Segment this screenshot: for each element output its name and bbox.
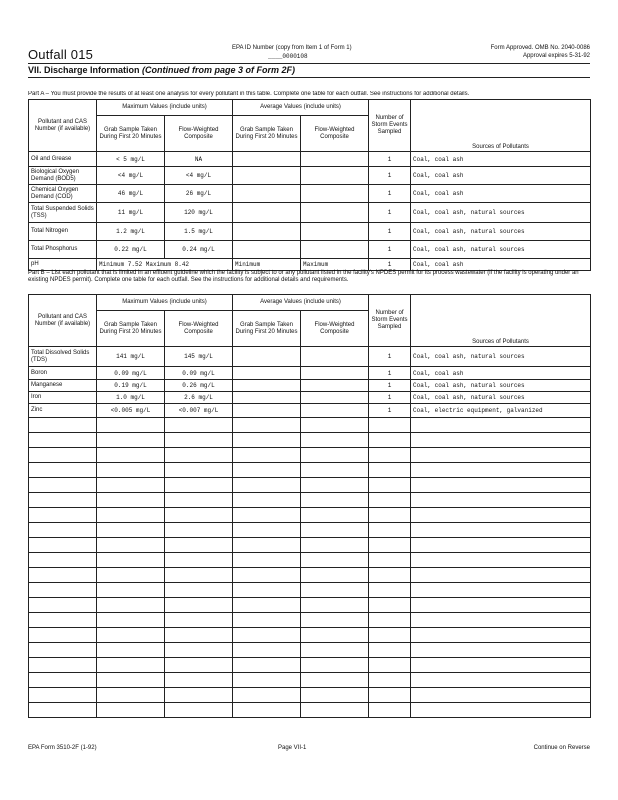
- table-row-blank: [29, 478, 591, 493]
- table-row-blank: [29, 553, 591, 568]
- sources-value[interactable]: Coal, coal ash, natural sources: [411, 241, 591, 259]
- max-grab-value[interactable]: 46 mg/L: [97, 185, 165, 203]
- avg-grab-value[interactable]: [233, 404, 301, 418]
- pollutant-name: Oil and Grease: [29, 152, 97, 167]
- avg-flow-value[interactable]: [301, 404, 369, 418]
- outfall-title: Outfall 015: [28, 47, 94, 62]
- storm-events-header: Number of Storm Events Sampled: [369, 295, 411, 347]
- table-row-blank: [29, 568, 591, 583]
- max-grab-value[interactable]: <0.005 mg/L: [97, 404, 165, 418]
- table-row: [29, 380, 591, 392]
- sources-header: Sources of Pollutants: [411, 295, 591, 347]
- max-grab-value[interactable]: 0.22 mg/L: [97, 241, 165, 259]
- avg-flow-value[interactable]: [301, 185, 369, 203]
- form-number: EPA Form 3510-2F (1-92): [28, 745, 97, 751]
- avg-flow-value[interactable]: [301, 347, 369, 367]
- pollutant-name: Total Nitrogen: [29, 223, 97, 241]
- avg-grab-value[interactable]: [233, 223, 301, 241]
- sources-value[interactable]: Coal, coal ash: [411, 367, 591, 380]
- epa-id-label: EPA ID Number (copy from Item 1 of Form 1): [232, 45, 352, 51]
- table-row: [29, 347, 591, 367]
- pollutant-name: Chemical Oxygen Demand (COD): [29, 185, 97, 203]
- avg-grab-value[interactable]: [233, 241, 301, 259]
- table-row-blank: [29, 613, 591, 628]
- sources-value[interactable]: Coal, coal ash: [411, 259, 591, 271]
- sources-value[interactable]: Coal, coal ash, natural sources: [411, 223, 591, 241]
- flow-header: Flow-Weighted Composite: [301, 116, 369, 152]
- page-number: Page VII-1: [278, 745, 307, 751]
- table-row: [29, 185, 591, 203]
- avg-flow-value[interactable]: [301, 223, 369, 241]
- table-row-blank: [29, 673, 591, 688]
- storm-count[interactable]: 1: [369, 392, 411, 404]
- pollutant-name: pH: [29, 259, 97, 271]
- table-row-blank: [29, 463, 591, 478]
- max-flow-value[interactable]: 0.24 mg/L: [165, 241, 233, 259]
- pollutant-name: Total Suspended Solids (TSS): [29, 203, 97, 223]
- avg-flow-value[interactable]: [301, 380, 369, 392]
- storm-events-header: Number of Storm Events Sampled: [369, 100, 411, 152]
- avg-grab-value[interactable]: [233, 347, 301, 367]
- max-values-header: Maximum Values (include units): [97, 100, 233, 116]
- avg-grab-value[interactable]: [233, 185, 301, 203]
- storm-count[interactable]: 1: [369, 259, 411, 271]
- grab-header: Grab Sample Taken During First 20 Minutes: [97, 311, 165, 347]
- table-row-blank: [29, 643, 591, 658]
- avg-grab-value[interactable]: [233, 392, 301, 404]
- part-a-instructions: Part A – You must provide the results of at least one analysis for every pollutant in this table. Complete one table for each outfall. See instructions for additional details.: [28, 91, 470, 97]
- pollutant-name: Zinc: [29, 404, 97, 418]
- table-row-blank: [29, 418, 591, 433]
- approval-expiry: Approval expires 5-31-92: [522, 53, 590, 59]
- table-row-blank: [29, 508, 591, 523]
- flow-header: Flow-Weighted Composite: [165, 311, 233, 347]
- max-grab-value[interactable]: 0.19 mg/L: [97, 380, 165, 392]
- max-flow-value[interactable]: 120 mg/L: [165, 203, 233, 223]
- grab-header: Grab Sample Taken During First 20 Minutes: [233, 311, 301, 347]
- table-row: [29, 404, 591, 418]
- avg-flow-value[interactable]: [301, 241, 369, 259]
- sources-value[interactable]: Coal, coal ash, natural sources: [411, 380, 591, 392]
- pollutant-header: Pollutant and CAS Number (if available): [29, 295, 97, 347]
- max-grab-value[interactable]: < 5 mg/L: [97, 152, 165, 167]
- table-row: [29, 203, 591, 223]
- table-row-blank: [29, 448, 591, 463]
- max-flow-value[interactable]: <0.007 mg/L: [165, 404, 233, 418]
- max-flow-value[interactable]: 0.26 mg/L: [165, 380, 233, 392]
- grab-header: Grab Sample Taken During First 20 Minutes: [233, 116, 301, 152]
- table-row: [29, 241, 591, 259]
- table-row: [29, 367, 591, 380]
- table-row-blank: [29, 523, 591, 538]
- grab-header: Grab Sample Taken During First 20 Minutes: [97, 116, 165, 152]
- table-row-blank: [29, 703, 591, 718]
- avg-values-header: Average Values (include units): [233, 100, 369, 116]
- pollutant-name: Biological Oxygen Demand (BOD5): [29, 167, 97, 185]
- pollutant-name: Iron: [29, 392, 97, 404]
- sources-header: Sources of Pollutants: [411, 100, 591, 152]
- max-flow-value[interactable]: 2.6 mg/L: [165, 392, 233, 404]
- max-values-header: Maximum Values (include units): [97, 295, 233, 311]
- table-row: [29, 392, 591, 404]
- table-row-blank: [29, 433, 591, 448]
- max-grab-value[interactable]: 1.2 mg/L: [97, 223, 165, 241]
- pollutant-name: Total Phosphorus: [29, 241, 97, 259]
- max-grab-value[interactable]: <4 mg/L: [97, 167, 165, 185]
- max-grab-value[interactable]: 0.09 mg/L: [97, 367, 165, 380]
- flow-header: Flow-Weighted Composite: [301, 311, 369, 347]
- max-flow-value[interactable]: <4 mg/L: [165, 167, 233, 185]
- storm-count[interactable]: 1: [369, 152, 411, 167]
- max-grab-value[interactable]: 141 mg/L: [97, 347, 165, 367]
- avg-flow-value[interactable]: [301, 392, 369, 404]
- avg-grab-value[interactable]: [233, 167, 301, 185]
- avg-grab-value[interactable]: [233, 367, 301, 380]
- table-row-blank: [29, 583, 591, 598]
- table-row: [29, 152, 591, 167]
- pollutant-name: Boron: [29, 367, 97, 380]
- avg-values-header: Average Values (include units): [233, 295, 369, 311]
- avg-flow-value[interactable]: [301, 167, 369, 185]
- table-row: [29, 259, 591, 271]
- sources-value[interactable]: Coal, coal ash: [411, 185, 591, 203]
- continue-on-reverse: Continue on Reverse: [533, 745, 590, 751]
- max-flow-value[interactable]: 26 mg/L: [165, 185, 233, 203]
- header-rule: [28, 63, 590, 64]
- section-rule: [28, 77, 590, 78]
- ph-range-max[interactable]: Minimum 7.52 Maximum 8.42: [97, 259, 233, 271]
- avg-grab-value[interactable]: [233, 203, 301, 223]
- avg-flow-value[interactable]: [301, 152, 369, 167]
- max-grab-value[interactable]: 11 mg/L: [97, 203, 165, 223]
- pollutant-name: Manganese: [29, 380, 97, 392]
- epa-id-value: ____0000108: [268, 53, 308, 60]
- avg-flow-value[interactable]: [301, 367, 369, 380]
- table-row: [29, 167, 591, 185]
- table-row-blank: [29, 658, 591, 673]
- storm-count[interactable]: 1: [369, 380, 411, 392]
- sources-value[interactable]: Coal, coal ash, natural sources: [411, 347, 591, 367]
- avg-flow-value[interactable]: [301, 203, 369, 223]
- ph-max-avg[interactable]: Maximum: [301, 259, 369, 271]
- storm-count[interactable]: 1: [369, 185, 411, 203]
- max-flow-value[interactable]: 145 mg/L: [165, 347, 233, 367]
- storm-count[interactable]: 1: [369, 223, 411, 241]
- avg-grab-value[interactable]: [233, 380, 301, 392]
- storm-count[interactable]: 1: [369, 241, 411, 259]
- part-a-table: [28, 99, 591, 271]
- sources-value[interactable]: Coal, coal ash: [411, 167, 591, 185]
- sources-value[interactable]: Coal, coal ash, natural sources: [411, 392, 591, 404]
- table-row: [29, 223, 591, 241]
- table-row-blank: [29, 688, 591, 703]
- table-row-blank: [29, 598, 591, 613]
- pollutant-header: Pollutant and CAS Number (if available): [29, 100, 97, 152]
- avg-grab-value[interactable]: [233, 152, 301, 167]
- max-flow-value[interactable]: NA: [165, 152, 233, 167]
- section-title: VII. Discharge Information (Continued from page 3 of Form 2F): [28, 65, 296, 75]
- sources-value[interactable]: Coal, coal ash, natural sources: [411, 203, 591, 223]
- storm-count[interactable]: 1: [369, 167, 411, 185]
- table-row-blank: [29, 493, 591, 508]
- storm-count[interactable]: 1: [369, 404, 411, 418]
- storm-count[interactable]: 1: [369, 347, 411, 367]
- storm-count[interactable]: 1: [369, 367, 411, 380]
- part-b-instructions: Part B – List each pollutant that is limited in an effluent guideline which the facility is subject to or any pollutant listed in the facility's NPDES permit for its process wastewater (if the facility is operating under an existing NPDES permit). Complete one table for each outfall. See the instructions for additional details and requirements.: [28, 270, 579, 283]
- flow-header: Flow-Weighted Composite: [165, 116, 233, 152]
- storm-count[interactable]: 1: [369, 203, 411, 223]
- part-b-table: [28, 294, 591, 718]
- table-row-blank: [29, 538, 591, 553]
- max-flow-value[interactable]: 1.5 mg/L: [165, 223, 233, 241]
- ph-min-avg[interactable]: Minimum: [233, 259, 301, 271]
- max-grab-value[interactable]: 1.0 mg/L: [97, 392, 165, 404]
- sources-value[interactable]: Coal, electric equipment, galvanized: [411, 404, 591, 418]
- table-row-blank: [29, 628, 591, 643]
- pollutant-name: Total Dissolved Solids (TDS): [29, 347, 97, 367]
- max-flow-value[interactable]: 0.09 mg/L: [165, 367, 233, 380]
- sources-value[interactable]: Coal, coal ash: [411, 152, 591, 167]
- omb-number: Form Approved. OMB No. 2040-0086: [490, 45, 590, 51]
